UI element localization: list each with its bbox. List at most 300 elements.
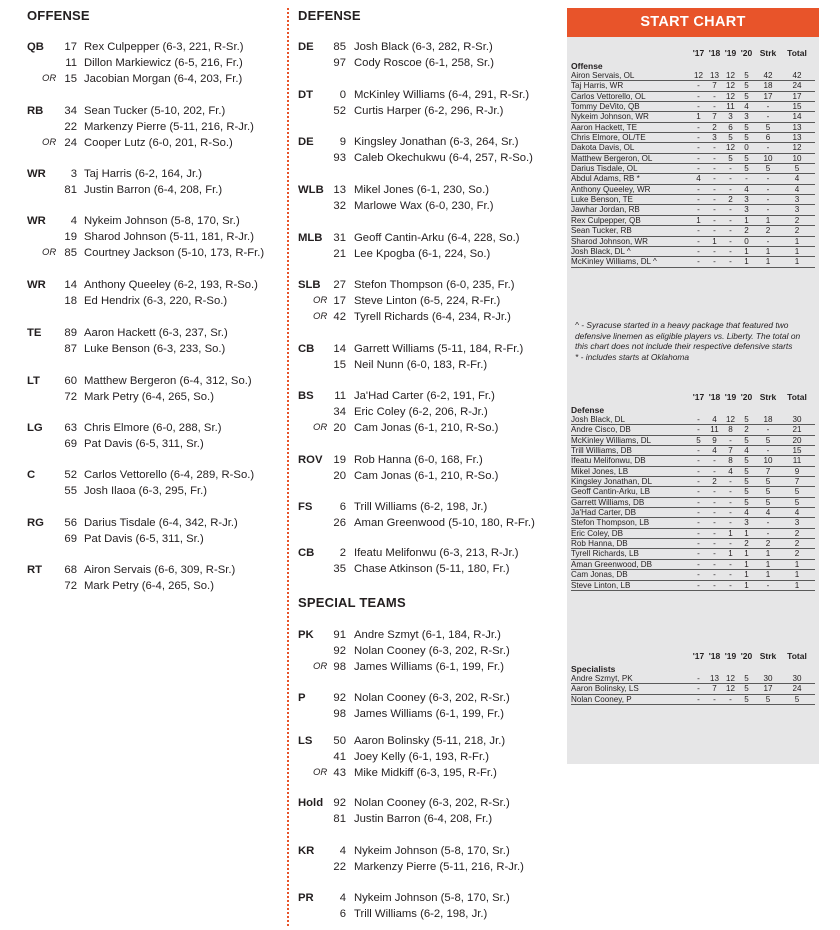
start-count: -	[729, 164, 732, 174]
position-group	[0, 103, 282, 151]
column-header: '20	[740, 392, 753, 402]
start-count: 1	[765, 257, 771, 267]
depth-row-starter	[298, 452, 560, 468]
special-teams-title: SPECIAL TEAMS	[298, 595, 406, 610]
jersey-number: 34	[64, 105, 77, 117]
position-group	[298, 39, 560, 71]
position-group	[0, 213, 282, 261]
depth-row-starter	[298, 39, 560, 55]
column-header: '18	[708, 651, 721, 661]
start-count: 5	[744, 497, 749, 507]
section-label: Defense	[571, 405, 605, 415]
start-count: -	[697, 694, 700, 704]
column-divider	[287, 8, 289, 926]
depth-row	[298, 357, 560, 373]
start-count: 4	[794, 508, 800, 518]
player-name: Ifeatu Melifonwu, DB	[571, 456, 646, 466]
start-count: 5	[744, 91, 749, 101]
jersey-number: 92	[333, 645, 346, 657]
start-count: 5	[765, 164, 771, 174]
start-chart-row	[571, 518, 815, 528]
depth-row-starter	[0, 277, 282, 293]
start-count: -	[766, 425, 770, 435]
start-count: 5	[794, 487, 800, 497]
or-label: OR	[42, 137, 57, 148]
jersey-number: 27	[333, 279, 346, 291]
section-label: Offense	[571, 61, 603, 71]
start-count: 1	[794, 257, 800, 267]
start-count: 1	[744, 570, 749, 580]
start-chart-row	[571, 237, 815, 247]
position-label: LT	[27, 375, 40, 387]
start-count: -	[697, 456, 700, 466]
start-chart-row	[571, 684, 815, 694]
jersey-number: 52	[333, 105, 346, 117]
player-name: Josh Black, DL ^	[571, 246, 631, 256]
position-group	[298, 277, 560, 325]
depth-row	[298, 309, 560, 325]
jersey-number: 11	[334, 390, 346, 402]
player-name: Lee Kpogba (6-1, 224, So.)	[354, 248, 491, 260]
start-count: -	[729, 497, 732, 507]
column-header: '17	[692, 392, 705, 402]
player-name: Rex Culpepper (6-3, 221, R-Sr.)	[84, 41, 244, 53]
start-count: 1	[765, 570, 771, 580]
start-count: 21	[792, 425, 802, 435]
start-chart-row	[571, 560, 815, 570]
position-label: ROV	[298, 454, 323, 466]
jersey-number: 43	[333, 767, 346, 779]
start-count: 12	[725, 71, 735, 80]
player-name: Eric Coley, DB	[571, 528, 624, 538]
start-count: 1	[728, 549, 733, 559]
start-count: -	[713, 215, 716, 225]
player-name: Chris Elmore, OL/TE	[571, 133, 646, 143]
column-header: '19	[724, 651, 737, 661]
start-count: 12	[693, 71, 703, 80]
position-label: CB	[298, 343, 315, 355]
start-count: 4	[794, 174, 800, 184]
player-name: Abdul Adams, RB *	[571, 174, 640, 184]
player-name: Rex Culpepper, QB	[571, 215, 641, 225]
player-name: Anthony Queeley (6-2, 193, R-So.)	[84, 279, 258, 291]
start-chart-row	[571, 195, 815, 205]
start-count: -	[729, 508, 732, 518]
start-count: 1	[712, 236, 717, 246]
start-count: -	[745, 174, 748, 184]
player-name: Mike Midkiff (6-3, 195, R-Fr.)	[354, 767, 497, 779]
start-count: -	[713, 559, 716, 569]
start-count: 5	[744, 684, 749, 694]
depth-row	[298, 420, 560, 436]
start-count: -	[697, 246, 700, 256]
jersey-number: 52	[64, 469, 77, 481]
player-name: Ja'Had Carter, DB	[571, 508, 636, 518]
start-count: -	[697, 226, 700, 236]
position-label: SLB	[298, 279, 321, 291]
jersey-number: 15	[333, 359, 346, 371]
position-group	[298, 690, 560, 722]
position-group	[0, 39, 282, 87]
player-name: Carlos Vettorello (6-4, 289, R-So.)	[84, 469, 255, 481]
column-header: Strk	[759, 392, 777, 402]
start-count: 3	[744, 112, 749, 122]
start-count: 3	[794, 195, 800, 205]
start-count: 13	[709, 71, 719, 80]
depth-row-starter	[0, 467, 282, 483]
jersey-number: 20	[333, 470, 346, 482]
start-count: 1	[744, 549, 749, 559]
start-count: 5	[765, 435, 771, 445]
start-count: 4	[744, 102, 749, 112]
start-count: 7	[728, 446, 733, 456]
start-count: -	[697, 446, 700, 456]
jersey-number: 81	[333, 813, 346, 825]
start-count: -	[697, 528, 700, 538]
position-group	[0, 562, 282, 594]
jersey-number: 6	[339, 501, 346, 513]
start-count: 15	[792, 102, 802, 112]
position-group	[298, 545, 560, 577]
position-label: RB	[27, 105, 44, 117]
start-count: -	[729, 236, 732, 246]
start-count: 18	[763, 415, 773, 424]
jersey-number: 87	[64, 343, 77, 355]
depth-row-starter	[298, 182, 560, 198]
start-count: 24	[792, 684, 802, 694]
start-chart-row	[571, 529, 815, 539]
player-name: McKinley Williams (6-4, 291, R-Sr.)	[354, 89, 530, 101]
jersey-number: 42	[333, 311, 346, 323]
player-name: Geoff Cantin-Arku (6-4, 228, So.)	[354, 232, 520, 244]
start-count: 5	[696, 435, 701, 445]
player-name: Mikel Jones, LB	[571, 466, 629, 476]
player-name: Nykeim Johnson, WR	[571, 112, 649, 122]
depth-row-starter	[298, 890, 560, 906]
start-chart-row	[571, 174, 815, 184]
start-count: -	[729, 580, 732, 590]
start-chart-row	[571, 674, 815, 684]
player-name: Chris Elmore (6-0, 288, Sr.)	[84, 422, 222, 434]
start-chart-row	[571, 425, 815, 435]
player-name: Nolan Cooney (6-3, 202, R-Sr.)	[354, 797, 510, 809]
depth-row	[298, 561, 560, 577]
start-count: -	[713, 164, 716, 174]
position-label: WR	[27, 168, 46, 180]
jersey-number: 2	[339, 547, 346, 559]
start-chart-panel	[567, 8, 819, 764]
depth-row-starter	[298, 134, 560, 150]
start-count: 1	[794, 246, 800, 256]
depth-row	[298, 404, 560, 420]
start-count: -	[713, 226, 716, 236]
start-count: 6	[765, 133, 771, 143]
start-count: 2	[712, 122, 717, 132]
start-count: 2	[794, 215, 800, 225]
start-count: 17	[763, 91, 773, 101]
player-name: Nykeim Johnson (5-8, 170, Sr.)	[84, 215, 240, 227]
position-group	[298, 499, 560, 531]
start-chart-row	[571, 487, 815, 497]
start-chart-row	[571, 570, 815, 580]
depth-row-starter	[0, 420, 282, 436]
start-count: -	[697, 122, 700, 132]
player-name: Cam Jonas (6-1, 210, R-So.)	[354, 470, 499, 482]
start-count: -	[697, 549, 700, 559]
position-label: C	[27, 469, 36, 481]
start-count: -	[697, 205, 700, 215]
jersey-number: 60	[64, 375, 77, 387]
start-count: 4	[744, 446, 749, 456]
start-chart-row	[571, 498, 815, 508]
start-count: 5	[744, 71, 749, 80]
depth-row-starter	[298, 545, 560, 561]
start-count: -	[729, 205, 732, 215]
player-name: Ja'Had Carter (6-2, 191, Fr.)	[354, 390, 495, 402]
start-count: 42	[792, 71, 802, 80]
column-header: Total	[787, 392, 807, 402]
start-count: 5	[728, 133, 733, 143]
depth-row	[298, 293, 560, 309]
start-count: -	[766, 174, 770, 184]
position-label: P	[298, 692, 306, 704]
start-count: -	[697, 477, 700, 487]
start-count: 17	[763, 684, 773, 694]
start-count: 1	[765, 215, 771, 225]
start-count: 17	[792, 91, 802, 101]
start-chart-row	[571, 247, 815, 257]
start-count: -	[713, 456, 716, 466]
start-count: 5	[765, 477, 771, 487]
start-count: -	[697, 487, 700, 497]
start-count: -	[713, 174, 716, 184]
column-header: Total	[787, 651, 807, 661]
start-count: -	[729, 518, 732, 528]
position-group	[298, 627, 560, 675]
depth-row	[298, 749, 560, 765]
jersey-number: 15	[64, 73, 77, 85]
start-count: -	[766, 184, 770, 194]
start-count: 12	[725, 674, 735, 683]
start-chart-row	[571, 415, 815, 425]
jersey-number: 91	[333, 629, 346, 641]
depth-row	[0, 578, 282, 594]
start-count: 3	[744, 195, 749, 205]
start-count: -	[766, 112, 770, 122]
player-name: Markenzy Pierre (5-11, 216, R-Jr.)	[354, 861, 524, 873]
start-count: 1	[744, 215, 749, 225]
start-count: 15	[792, 446, 802, 456]
start-chart-row	[571, 581, 815, 591]
start-count: -	[713, 102, 716, 112]
player-name: Jawhar Jordan, RB	[571, 205, 640, 215]
start-count: 11	[792, 456, 802, 466]
jersey-number: 72	[64, 580, 77, 592]
depth-row	[0, 436, 282, 452]
column-header: Total	[787, 48, 807, 58]
player-name: James Williams (6-1, 199, Fr.)	[354, 708, 505, 720]
jersey-number: 4	[339, 892, 346, 904]
start-count: -	[713, 205, 716, 215]
start-count: 4	[765, 508, 771, 518]
depth-row-starter	[0, 213, 282, 229]
depth-row-starter	[0, 39, 282, 55]
player-name: Joey Kelly (6-1, 193, R-Fr.)	[354, 751, 489, 763]
start-count: 10	[763, 456, 773, 466]
start-count: 42	[763, 71, 773, 80]
player-name: Trill Williams, DB	[571, 446, 632, 456]
start-count: 10	[763, 153, 773, 163]
start-chart-specialists	[571, 651, 815, 705]
position-label: Hold	[298, 797, 324, 809]
start-count: -	[729, 215, 732, 225]
start-count: -	[729, 477, 732, 487]
start-chart-notes	[575, 320, 813, 362]
start-chart-row	[571, 92, 815, 102]
start-chart-offense	[571, 48, 815, 268]
depth-row	[298, 103, 560, 119]
section-label: Specialists	[571, 664, 616, 674]
depth-row	[0, 71, 282, 87]
position-group	[298, 230, 560, 262]
player-name: Andre Szmyt (6-1, 184, R-Jr.)	[354, 629, 501, 641]
start-count: 11	[710, 425, 719, 435]
start-chart-row	[571, 81, 815, 91]
depth-row-starter	[0, 515, 282, 531]
start-count: 30	[792, 674, 802, 683]
start-count: 1	[696, 112, 701, 122]
start-count: 20	[792, 435, 802, 445]
position-label: BS	[298, 390, 314, 402]
start-count: -	[697, 684, 700, 694]
start-count: 1	[794, 236, 800, 246]
position-label: PK	[298, 629, 314, 641]
depth-row	[298, 150, 560, 166]
column-header: '18	[708, 48, 721, 58]
column-header: Strk	[759, 48, 777, 58]
start-count: 5	[744, 133, 749, 143]
jersey-number: 17	[333, 295, 346, 307]
start-count: 5	[794, 497, 800, 507]
position-label: FS	[298, 501, 313, 513]
start-count: 12	[725, 415, 735, 424]
position-group	[0, 166, 282, 198]
start-count: 5	[744, 694, 749, 704]
jersey-number: 92	[333, 692, 346, 704]
start-count: 3	[744, 205, 749, 215]
or-label: OR	[313, 311, 328, 322]
start-count: 1	[765, 246, 771, 256]
jersey-number: 55	[64, 485, 77, 497]
jersey-number: 9	[339, 136, 346, 148]
depth-row-starter	[298, 733, 560, 749]
player-name: Tyrell Richards, LB	[571, 549, 639, 559]
jersey-number: 19	[64, 231, 77, 243]
player-name: Ifeatu Melifonwu (6-3, 213, R-Jr.)	[354, 547, 519, 559]
player-name: Steve Linton, LB	[571, 580, 631, 590]
column-header: Strk	[759, 651, 777, 661]
player-name: Cam Jonas, DB	[571, 570, 628, 580]
start-chart-row	[571, 436, 815, 446]
start-count: 1	[744, 559, 749, 569]
player-name: Tommy DeVito, QB	[571, 102, 640, 112]
start-count: -	[713, 91, 716, 101]
jersey-number: 89	[64, 327, 77, 339]
start-count: -	[697, 415, 700, 424]
jersey-number: 17	[64, 41, 77, 53]
player-name: Airon Servais, OL	[571, 71, 635, 80]
player-name: Nolan Cooney (6-3, 202, R-Sr.)	[354, 692, 510, 704]
player-name: Airon Servais (6-6, 309, R-Sr.)	[84, 564, 236, 576]
start-count: 4	[794, 184, 800, 194]
start-chart-row	[571, 549, 815, 559]
player-name: Garrett Williams, DB	[571, 497, 645, 507]
start-count: 4	[712, 415, 717, 424]
start-count: 4	[712, 446, 717, 456]
start-count: -	[729, 257, 732, 267]
start-count: 2	[765, 226, 771, 236]
player-name: Sharod Johnson, WR	[571, 236, 648, 246]
start-count: 9	[794, 466, 800, 476]
position-group	[0, 515, 282, 547]
jersey-number: 14	[333, 343, 346, 355]
player-name: Eric Coley (6-2, 206, R-Jr.)	[354, 406, 488, 418]
player-name: Cam Jonas (6-1, 210, R-So.)	[354, 422, 499, 434]
start-count: -	[697, 539, 700, 549]
position-label: DT	[298, 89, 314, 101]
start-chart-row	[571, 257, 815, 267]
jersey-number: 92	[333, 797, 346, 809]
depth-row	[0, 531, 282, 547]
jersey-number: 98	[333, 708, 346, 720]
depth-row-starter	[298, 87, 560, 103]
player-name: Sean Tucker (5-10, 202, Fr.)	[84, 105, 226, 117]
depth-row-starter	[0, 166, 282, 182]
depth-row	[0, 483, 282, 499]
jersey-number: 24	[64, 137, 77, 149]
start-count: 5	[794, 694, 800, 704]
start-count: 8	[728, 456, 733, 466]
start-count: -	[729, 559, 732, 569]
player-name: Josh Black, DL	[571, 415, 625, 424]
start-chart-row	[571, 185, 815, 195]
position-group	[298, 341, 560, 373]
start-count: -	[713, 153, 716, 163]
start-count: 0	[744, 143, 749, 153]
jersey-number: 85	[333, 41, 346, 53]
depth-row	[298, 706, 560, 722]
jersey-number: 19	[333, 454, 346, 466]
position-label: RG	[27, 517, 44, 529]
depth-row	[298, 198, 560, 214]
position-group	[0, 277, 282, 309]
depth-row	[298, 468, 560, 484]
start-count: 9	[712, 435, 717, 445]
position-group	[0, 467, 282, 499]
player-name: Caleb Okechukwu (6-4, 257, R-So.)	[354, 152, 533, 164]
player-name: Tyrell Richards (6-4, 234, R-Jr.)	[354, 311, 511, 323]
position-label: KR	[298, 845, 315, 857]
start-chart-row	[571, 467, 815, 477]
jersey-number: 6	[339, 908, 346, 920]
jersey-number: 21	[333, 248, 346, 260]
position-group	[0, 373, 282, 405]
start-count: -	[697, 153, 700, 163]
start-chart-row	[571, 164, 815, 174]
start-count: 5	[744, 164, 749, 174]
start-count: 2	[794, 549, 800, 559]
player-name: Nykeim Johnson (5-8, 170, Sr.)	[354, 892, 510, 904]
